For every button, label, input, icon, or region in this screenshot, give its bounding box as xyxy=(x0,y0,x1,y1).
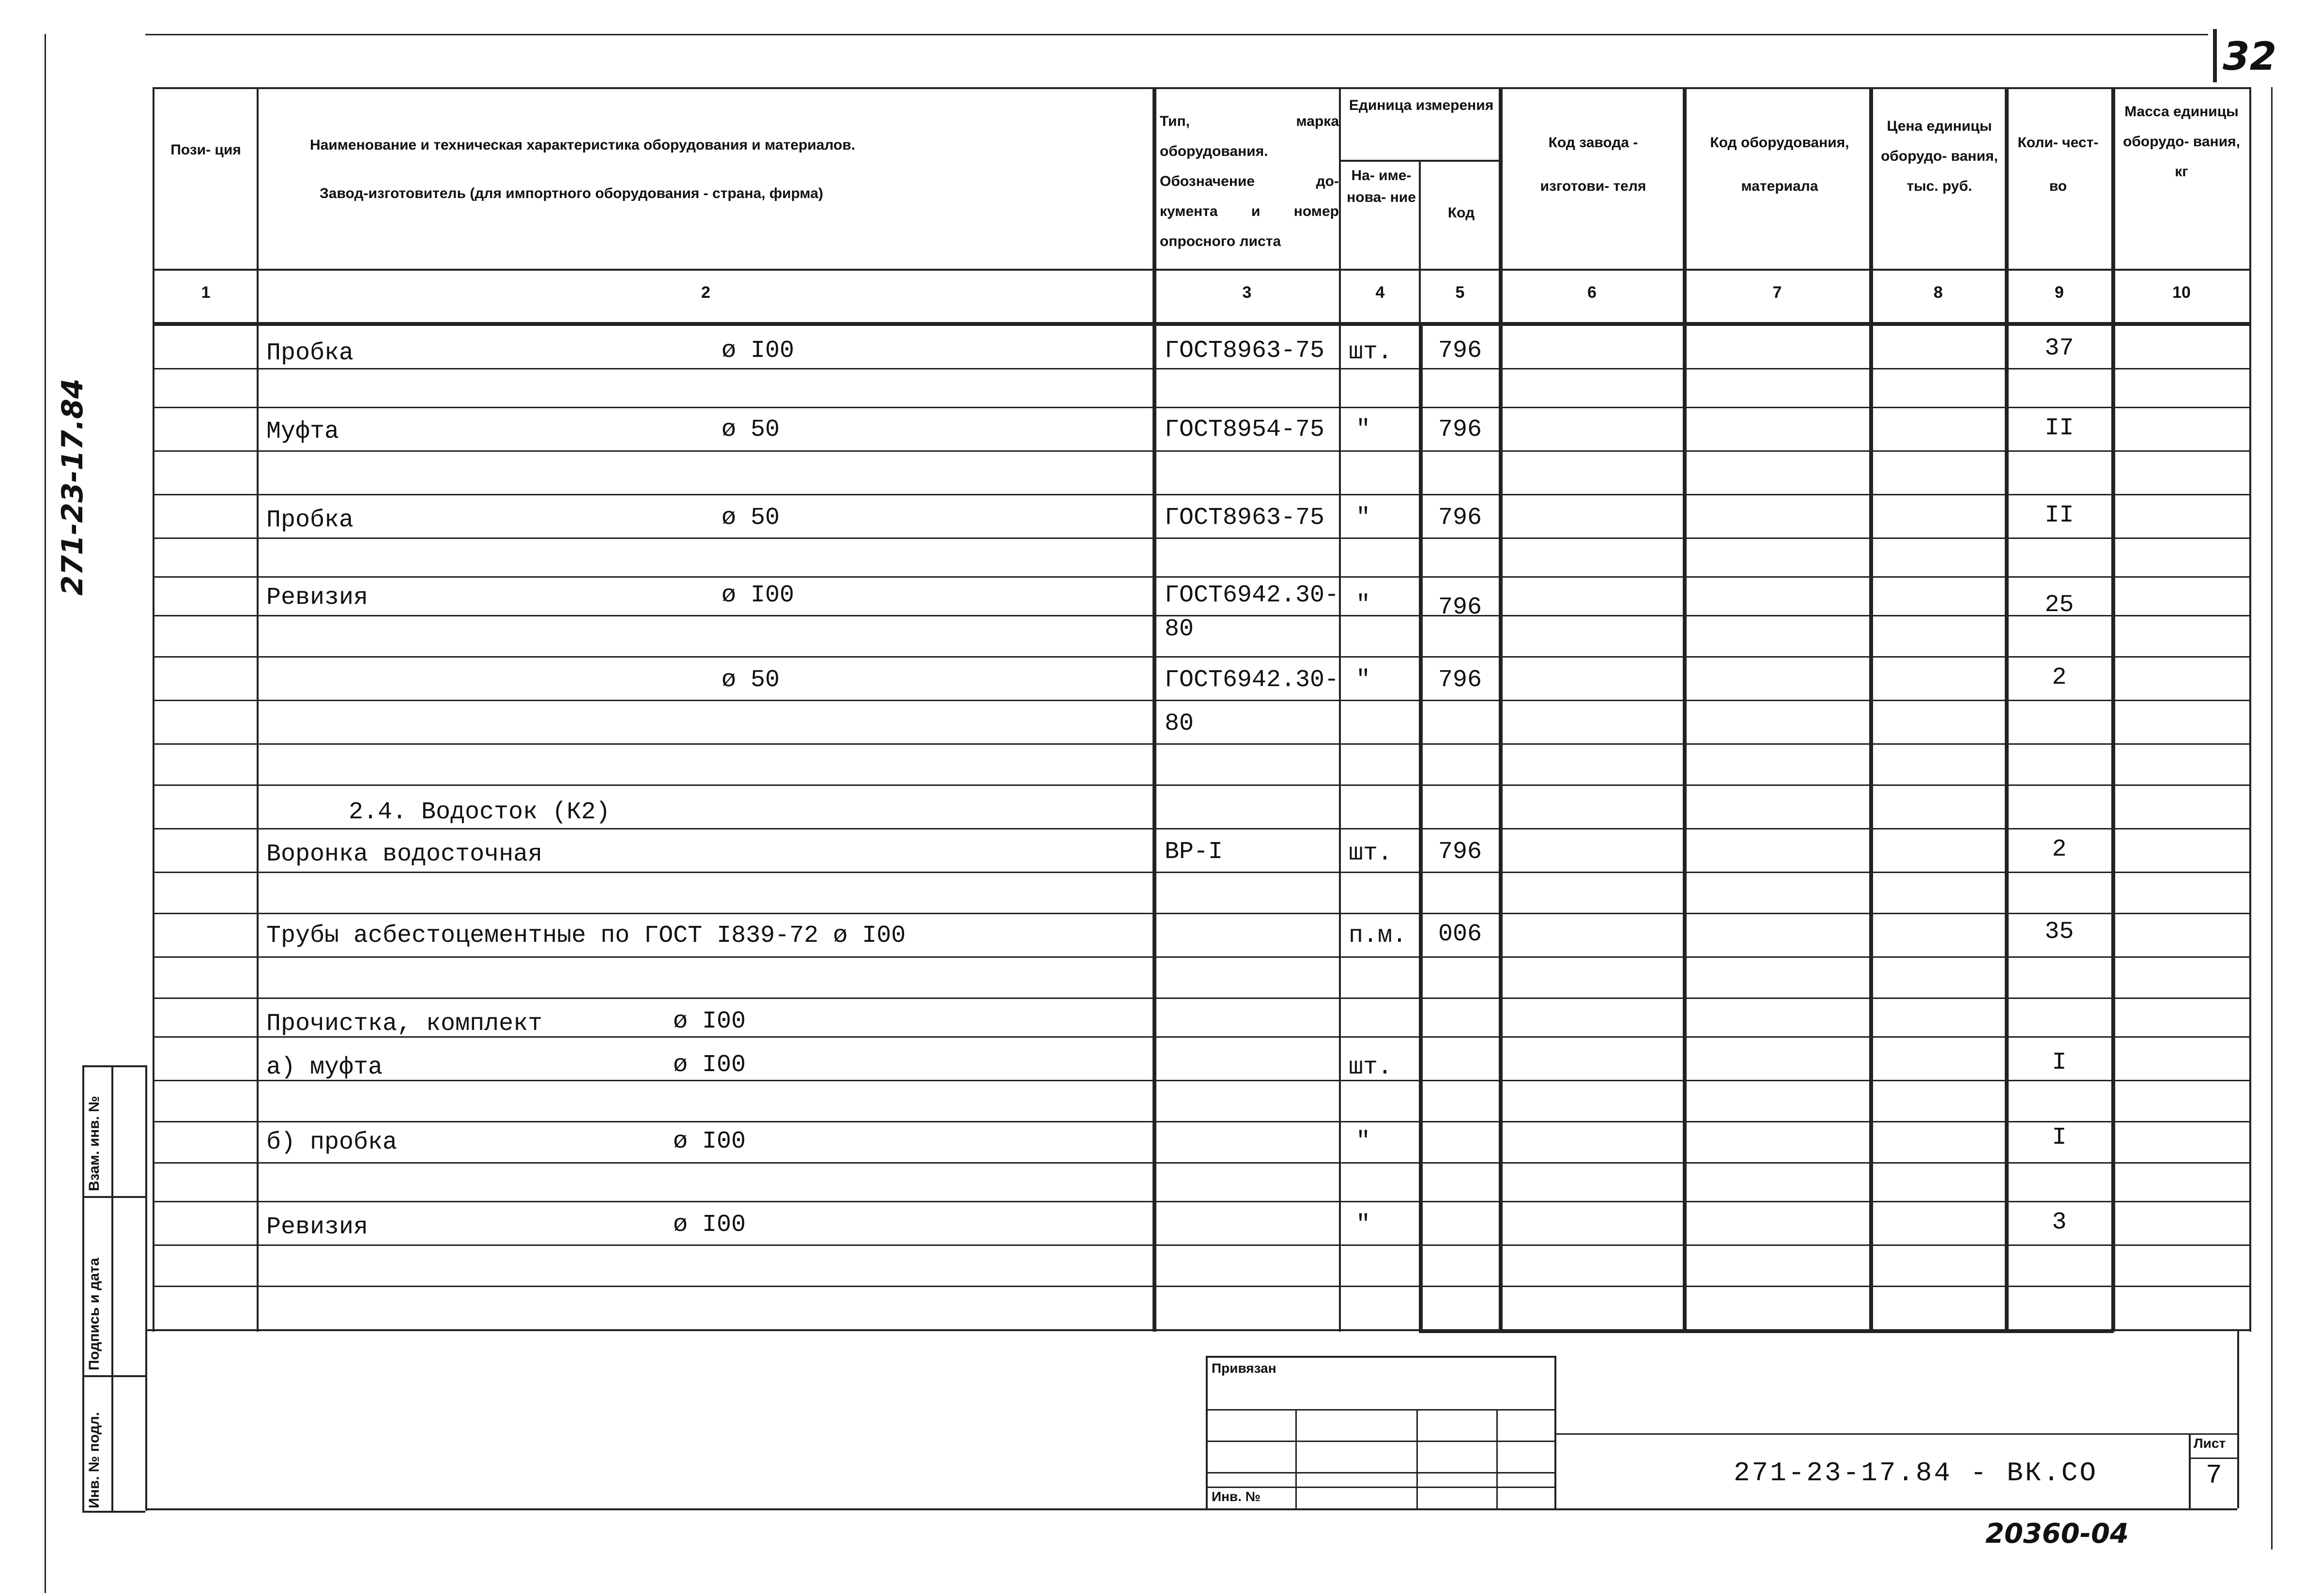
header-unit-code: Код xyxy=(1447,205,1475,221)
row-name: Пробка xyxy=(266,339,354,367)
row-diameter: ø I00 xyxy=(673,1211,746,1239)
header-price: Цена единицы оборудо- вания, тыс. руб. xyxy=(1881,118,1998,194)
row-unit: шт. xyxy=(1349,840,1393,867)
row-diameter: ø I00 xyxy=(673,1128,746,1155)
side-stamp-vzam: Взам. инв. № xyxy=(86,1096,102,1191)
row-doc: ГОСТ8954-75 xyxy=(1165,416,1325,444)
column-number: 8 xyxy=(1934,283,1943,302)
side-stamp-podpis: Подпись и дата xyxy=(86,1258,102,1370)
row-doc-cont: 80 xyxy=(1165,710,1194,737)
header-unit-name: На- име- нова- ние xyxy=(1347,168,1416,205)
column-number: 7 xyxy=(1772,283,1782,302)
row-qty: 3 xyxy=(2052,1209,2067,1236)
document-code: 271-23-17.84 - ВК.СО xyxy=(1734,1458,2098,1489)
row-name: Пробка xyxy=(266,506,354,534)
row-unit: " xyxy=(1356,666,1371,694)
header-equipment-code: Код оборудования, материала xyxy=(1710,135,1849,194)
row-name: Ревизия xyxy=(266,584,369,612)
column-number: 9 xyxy=(2055,283,2064,302)
row-diameter: ø I00 xyxy=(673,1051,746,1079)
header-mass: Масса единицы оборудо- вания, кг xyxy=(2123,104,2240,180)
row-unit: " xyxy=(1356,1211,1371,1239)
side-code: 271-23-17.84 xyxy=(56,378,90,596)
row-name: Ревизия xyxy=(266,1213,369,1241)
row-qty: 35 xyxy=(2044,918,2074,946)
header-name-line2: Завод-изготовитель (для импортного оборудования - страна, фирма) xyxy=(320,185,823,201)
side-stamp xyxy=(82,1065,145,1511)
row-doc-cont: 80 xyxy=(1165,615,1194,643)
header-factory-code: Код завода - изготови- теля xyxy=(1540,135,1646,194)
row-doc: ГОСТ6942.30- xyxy=(1165,582,1339,609)
row-qty: I xyxy=(2052,1049,2067,1076)
column-number: 3 xyxy=(1242,283,1252,302)
row-name: Трубы асбестоцементные по ГОСТ I839-72 ø I00 xyxy=(266,922,906,950)
row-unit: шт. xyxy=(1349,338,1393,366)
row-name: Прочистка, комплект xyxy=(266,1010,543,1038)
privyazan-label: Привязан xyxy=(1212,1361,1276,1376)
row-diameter: ø I00 xyxy=(673,1008,746,1035)
row-diameter: ø I00 xyxy=(722,337,795,365)
bottom-code: 20360-04 xyxy=(1985,1518,2129,1550)
row-code: 796 xyxy=(1438,838,1482,866)
header-quantity: Коли- чест- во xyxy=(2017,135,2099,194)
row-doc: ГОСТ8963-75 xyxy=(1165,337,1325,365)
row-name: а) муфта xyxy=(266,1054,383,1081)
row-unit: " xyxy=(1356,504,1371,532)
section-heading: 2.4. Водосток (К2) xyxy=(349,798,611,826)
header-unit: Единица измерения xyxy=(1349,97,1494,113)
row-qty: 2 xyxy=(2052,836,2067,863)
row-unit: п.м. xyxy=(1349,922,1407,950)
row-unit: шт. xyxy=(1349,1054,1393,1081)
row-qty: 25 xyxy=(2044,591,2074,619)
row-diameter: ø I00 xyxy=(722,582,795,609)
column-number: 2 xyxy=(701,283,710,302)
side-stamp-inv: Инв. № подл. xyxy=(86,1412,102,1508)
row-code: 006 xyxy=(1438,921,1482,948)
privyazan-block xyxy=(1206,1356,1554,1508)
row-code: 796 xyxy=(1438,416,1482,444)
row-diameter: ø 50 xyxy=(722,416,780,444)
row-name: Воронка водосточная xyxy=(266,841,543,868)
header-name-line1: Наименование и техническая характеристика оборудования и материалов. xyxy=(310,137,856,153)
sheet-number: 32 xyxy=(2223,34,2277,79)
row-code: 796 xyxy=(1438,594,1482,621)
list-label: Лист xyxy=(2194,1436,2226,1451)
column-number: 5 xyxy=(1455,283,1465,302)
row-name: Муфта xyxy=(266,418,339,445)
row-qty: I xyxy=(2052,1124,2067,1151)
row-diameter: ø 50 xyxy=(722,504,780,532)
row-qty: 37 xyxy=(2044,335,2074,362)
row-code: 796 xyxy=(1438,337,1482,365)
header-type: Тип, марка оборудования. Обозначение до- кумента и номер опросного листа xyxy=(1160,113,1339,249)
row-doc: ВР-I xyxy=(1165,838,1223,866)
column-number: 1 xyxy=(201,283,211,302)
list-number: 7 xyxy=(2206,1460,2222,1491)
inv-no-label: Инв. № xyxy=(1212,1489,1261,1504)
row-name: б) пробка xyxy=(266,1129,398,1156)
column-number: 6 xyxy=(1587,283,1597,302)
row-code: 796 xyxy=(1438,666,1482,694)
row-qty: II xyxy=(2044,414,2074,442)
row-unit: " xyxy=(1356,416,1371,444)
header-position: Пози- ция xyxy=(170,142,241,158)
row-qty: II xyxy=(2044,502,2074,529)
row-unit: " xyxy=(1356,1128,1371,1155)
row-doc: ГОСТ6942.30- xyxy=(1165,666,1339,694)
row-qty: 2 xyxy=(2052,664,2067,691)
row-diameter: ø 50 xyxy=(722,666,780,694)
column-number: 10 xyxy=(2172,283,2191,302)
row-code: 796 xyxy=(1438,504,1482,532)
row-unit: " xyxy=(1356,591,1371,619)
row-doc: ГОСТ8963-75 xyxy=(1165,504,1325,532)
column-number: 4 xyxy=(1375,283,1385,302)
